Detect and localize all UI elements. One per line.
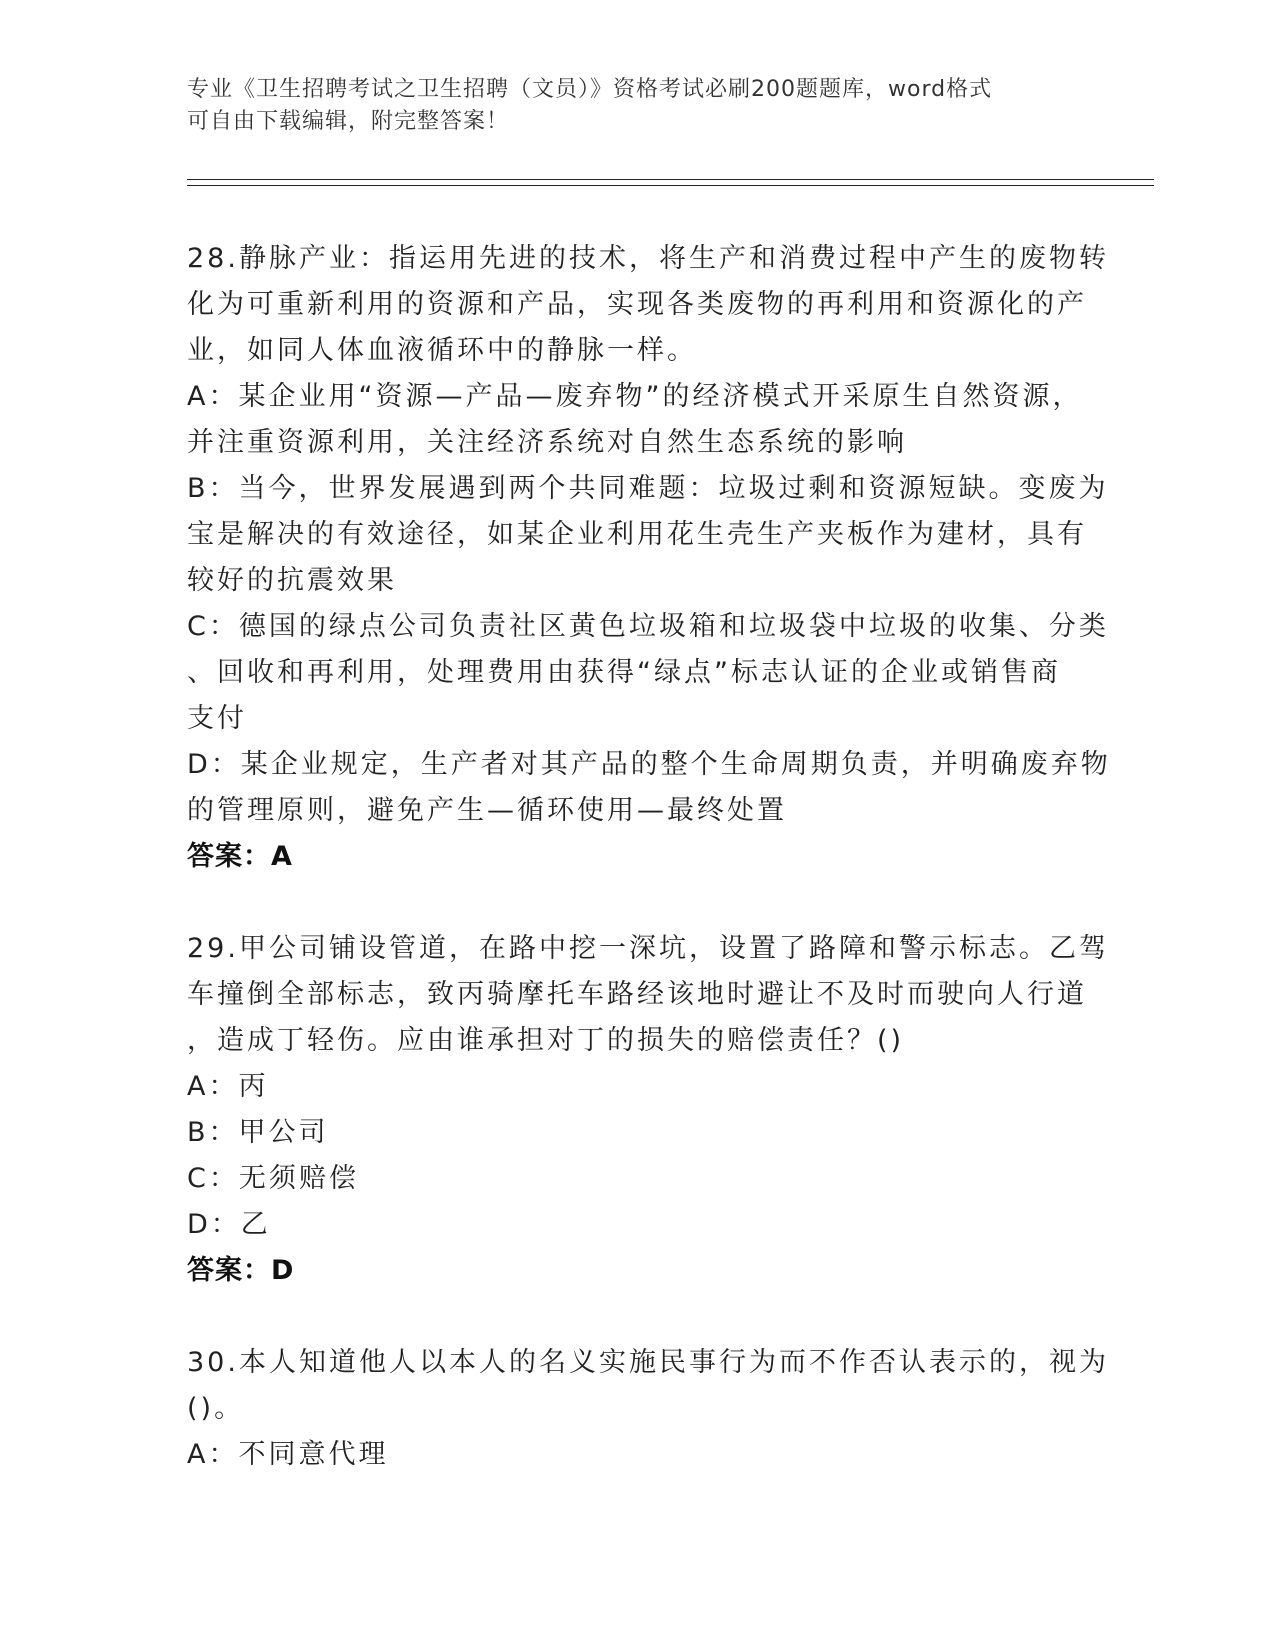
option-line: 支付 [187, 703, 247, 734]
question-30 [187, 1340, 1109, 1478]
option-line: 宝是解决的有效途径，如某企业利用花生壳生产夹板作为建材，具有 [187, 519, 1087, 550]
option-line: C：德国的绿点公司负责社区黄色垃圾箱和垃圾袋中垃圾的收集、分类 [187, 611, 1109, 642]
answer-label: 答案：D [187, 1255, 295, 1286]
option-line: 、回收和再利用，处理费用由获得“绿点”标志认证的企业或销售商 [187, 657, 1061, 688]
question-29 [187, 926, 1109, 1294]
header-title-line2: 可自由下载编辑，附完整答案！ [187, 109, 510, 134]
question-stem-line: ()。 [187, 1393, 245, 1424]
option-line: 并注重资源利用，关注经济系统对自然生态系统的影响 [187, 427, 907, 458]
document-header [187, 74, 1067, 138]
question-stem-line: 29.甲公司铺设管道，在路中挖一深坑，设置了路障和警示标志。乙驾 [187, 933, 1109, 964]
option-b [187, 466, 1109, 604]
option-a: A：不同意代理 [187, 1439, 389, 1470]
option-line: 的管理原则，避免产生—循环使用—最终处置 [187, 795, 787, 826]
option-line: D：某企业规定，生产者对其产品的整个生命周期负责，并明确废弃物 [187, 749, 1111, 780]
option-d: D：乙 [187, 1209, 271, 1240]
option-line: B：当今，世界发展遇到两个共同难题：垃圾过剩和资源短缺。变废为 [187, 473, 1109, 504]
option-d [187, 742, 1111, 834]
option-a [187, 374, 1083, 466]
question-stem-line: ，造成丁轻伤。应由谁承担对丁的损失的赔偿责任？() [187, 1025, 905, 1056]
header-divider-top [187, 179, 1154, 180]
option-b: B：甲公司 [187, 1117, 329, 1148]
option-line: 较好的抗震效果 [187, 565, 397, 596]
question-28 [187, 236, 1111, 880]
option-c [187, 604, 1109, 742]
question-stem-line: 28.静脉产业：指运用先进的技术，将生产和消费过程中产生的废物转 [187, 243, 1109, 274]
answer-label: 答案：A [187, 841, 293, 872]
question-stem-line: 业，如同人体血液循环中的静脉一样。 [187, 335, 697, 366]
option-line: A：某企业用“资源—产品—废弃物”的经济模式开采原生自然资源， [187, 381, 1083, 412]
header-title-line1: 专业《卫生招聘考试之卫生招聘（文员）》资格考试必刷200题题库，word格式 [187, 77, 993, 102]
question-list [187, 236, 1111, 1478]
header-divider-bottom [187, 185, 1154, 186]
option-a: A：丙 [187, 1071, 269, 1102]
question-stem-line: 30.本人知道他人以本人的名义实施民事行为而不作否认表示的，视为 [187, 1347, 1109, 1378]
question-stem-line: 化为可重新利用的资源和产品，实现各类废物的再利用和资源化的产 [187, 289, 1087, 320]
question-stem-line: 车撞倒全部标志，致丙骑摩托车路经该地时避让不及时而驶向人行道 [187, 979, 1087, 1010]
option-c: C：无须赔偿 [187, 1163, 359, 1194]
